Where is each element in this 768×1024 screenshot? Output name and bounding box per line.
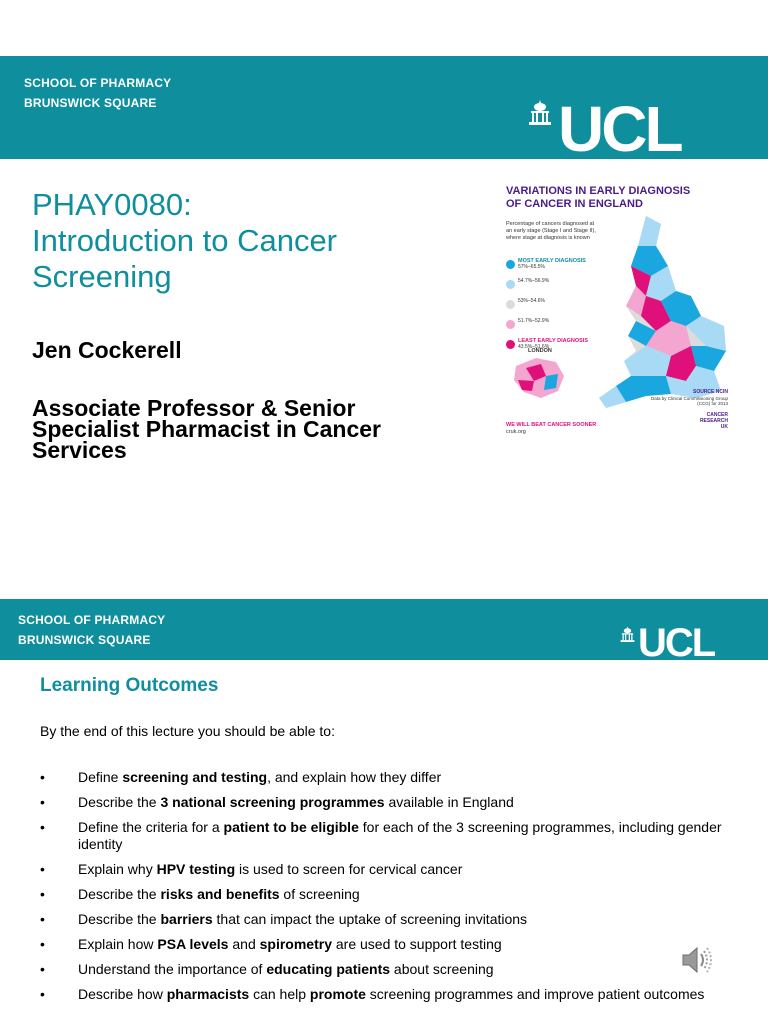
list-item: • Describe how pharmacists can help promote screening programmes and improve patient outcomes: [40, 986, 705, 1002]
ucl-portico-icon: [620, 626, 635, 643]
title-line: Screening: [32, 259, 172, 294]
map-region: [638, 216, 661, 248]
role-line: Specialist Pharmacist in Cancer: [32, 416, 381, 442]
infographic-source: [638, 390, 728, 407]
legend-item: [506, 258, 606, 278]
slide1-org-name: [24, 73, 171, 113]
legend-range: 51.7%–52.9%: [518, 318, 550, 324]
key-term: HPV testing: [156, 861, 236, 877]
bullet: •: [40, 819, 45, 835]
legend-swatch: [506, 320, 515, 329]
bullet: •: [40, 794, 45, 810]
list-item: • Describe the 3 national screening programmes available in England: [40, 794, 514, 810]
bullet: •: [40, 961, 45, 977]
legend-item: [506, 298, 606, 318]
learning-outcomes-heading: Learning Outcomes: [40, 675, 219, 696]
title-course-code: PHAY0080:: [32, 187, 192, 222]
list-item: • Explain why HPV testing is used to screen for cervical cancer: [40, 861, 463, 877]
key-term: 3 national screening programmes: [160, 794, 385, 810]
infographic-legend: [506, 258, 606, 358]
infographic-subtitle: Percentage of cancers diagnosed at an early stage (Stage I and Stage II), where stage at diagnosis is known: [506, 221, 596, 241]
key-term: barriers: [160, 911, 213, 927]
slide1-ucl-logo: [528, 93, 738, 165]
slogan-text: WE WILL BEAT CANCER SOONER: [506, 422, 597, 428]
bullet: •: [40, 861, 45, 877]
legend-range: 53%–54.6%: [518, 298, 545, 304]
infographic-title-line: VARIATIONS IN EARLY DIAGNOSIS: [506, 185, 691, 197]
title-line: Introduction to Cancer: [32, 223, 338, 258]
key-term: educating patients: [266, 961, 391, 977]
key-term: PSA levels: [157, 936, 229, 952]
source-text: Data by Clinical Commissioning Group (CCG) for 2013: [650, 395, 728, 406]
key-term: spirometry: [259, 936, 332, 952]
ucl-wordmark: UCL: [638, 621, 715, 665]
learning-outcomes-list: [38, 769, 738, 1011]
org-line-location: BRUNSWICK SQUARE: [18, 633, 151, 647]
legend-swatch: [506, 260, 515, 269]
legend-range: 43.5%–51.6%: [518, 344, 550, 350]
key-term: risks and benefits: [160, 886, 280, 902]
slide2-ucl-logo: [620, 623, 750, 663]
infographic-slogan: [506, 422, 596, 436]
bullet: •: [40, 769, 45, 785]
list-item: • Define screening and testing, and explain how they differ: [40, 769, 442, 785]
legend-item: [506, 278, 606, 298]
legend-range: 54.7%–56.9%: [518, 278, 550, 284]
key-term: patient to be eligible: [223, 819, 359, 835]
map-region: [544, 374, 558, 390]
legend-label: MOST EARLY DIAGNOSIS: [518, 258, 586, 264]
role-line: Services: [32, 437, 127, 463]
legend-swatch: [506, 340, 515, 349]
speaker-icon[interactable]: [680, 944, 716, 976]
slide2-header-band: [0, 599, 768, 665]
cru-logo-line: CANCER: [706, 412, 728, 418]
cancer-research-uk-logo: [678, 412, 728, 430]
key-term: screening and testing: [122, 769, 268, 785]
infographic-title-line: OF CANCER IN ENGLAND: [506, 198, 643, 210]
legend-range: 57%–65.5%: [518, 264, 545, 270]
cru-logo-line: UK: [720, 424, 728, 430]
list-item: • Understand the importance of educating patients about screening: [40, 961, 494, 977]
page-title: [32, 187, 452, 295]
slide1-header-band: [0, 56, 768, 165]
bullet: •: [40, 936, 45, 952]
infographic-title: [506, 185, 731, 211]
list-item: • Describe the risks and benefits of screening: [40, 886, 360, 902]
presenter-name: Jen Cockerell: [32, 337, 182, 363]
legend-label: LEAST EARLY DIAGNOSIS: [518, 338, 588, 344]
bullet: •: [40, 986, 45, 1002]
org-line-school: SCHOOL OF PHARMACY: [18, 613, 166, 627]
ucl-wordmark: UCL: [558, 93, 681, 165]
slogan-url: cruk.org: [506, 429, 526, 435]
key-term: promote: [309, 986, 366, 1002]
slide2-org-name: [18, 610, 165, 650]
key-term: pharmacists: [166, 986, 250, 1002]
source-title: SOURCE NCIN: [692, 389, 728, 395]
org-line-school: SCHOOL OF PHARMACY: [24, 76, 172, 90]
legend-item: [506, 338, 606, 358]
list-item: • Describe the barriers that can impact the uptake of screening invitations: [40, 911, 528, 927]
map-region: [518, 380, 534, 391]
bullet: •: [40, 886, 45, 902]
legend-swatch: [506, 300, 515, 309]
role-line: Associate Professor & Senior: [32, 395, 356, 421]
presenter-role: [32, 395, 462, 463]
early-diagnosis-infographic: [496, 176, 736, 474]
cru-logo-line: RESEARCH: [699, 418, 728, 424]
list-item: • Define the criteria for a patient to be eligible for each of the 3 screening programmes, including gender identity: [40, 819, 722, 852]
list-item: • Explain how PSA levels and spirometry are used to support testing: [40, 936, 502, 952]
learning-outcomes-intro: By the end of this lecture you should be able to:: [40, 723, 335, 739]
ucl-portico-icon: [528, 100, 552, 126]
legend-item: [506, 318, 606, 338]
bullet: •: [40, 911, 45, 927]
london-label: LONDON: [528, 348, 552, 354]
org-line-location: BRUNSWICK SQUARE: [24, 96, 157, 110]
legend-swatch: [506, 280, 515, 289]
